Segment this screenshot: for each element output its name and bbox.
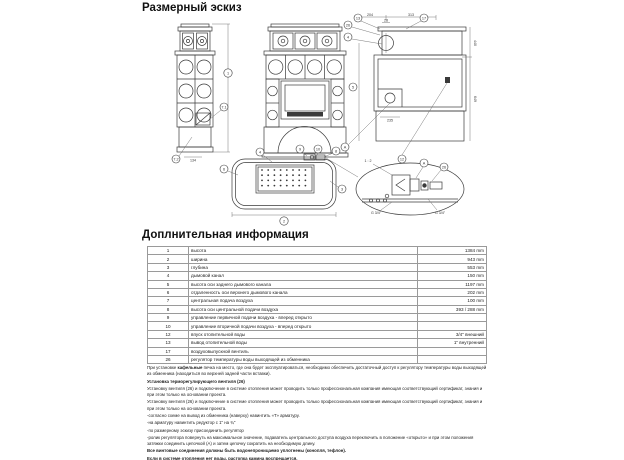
callout-7-1: 7.1 <box>221 105 227 110</box>
note-valve-heading: Установка терморегулирующего вентиля (26) <box>147 378 245 384</box>
cell-name: глубина <box>189 263 418 271</box>
table-row <box>148 339 487 347</box>
side-view <box>172 24 232 163</box>
cell-name: отдаленность оси верхнего дымового канала <box>189 288 418 296</box>
callout-5: 5 <box>351 85 355 90</box>
cell-value <box>418 314 487 322</box>
note-step-3: -по размерному эскизу присоединить регулятор <box>147 427 244 433</box>
note-regulator-access <box>147 365 489 377</box>
cell-name: высота оси заднего дымового канала <box>189 280 418 288</box>
table-row <box>148 272 487 280</box>
cell-num: 8 <box>148 305 189 313</box>
cell-num: 12 <box>148 330 189 338</box>
dimensional-drawing <box>140 13 490 229</box>
note-warning-water: Если в системе отопления нет воды, растопка камина воспрещается. <box>147 455 298 460</box>
note-install-2: Установку вентиля (26) и подключение в системе отопления может проводить только профессиональная компания имеющая соответствующий сертификат, знания и при этом только на основании проекта. <box>147 399 483 411</box>
section-view <box>341 13 477 155</box>
section-title: Доплнительная информация <box>142 229 309 241</box>
cell-name: высота оси центральной подачи воздуха <box>189 305 418 313</box>
cell-name: вывод отопительной воды <box>189 339 418 347</box>
dim-649: 649 <box>473 96 477 102</box>
cell-num: 2 <box>148 255 189 263</box>
cell-value <box>418 322 487 330</box>
cell-value <box>418 355 487 363</box>
dim-440: 440 <box>473 40 477 46</box>
callout-26-section: 26 <box>345 23 351 28</box>
cell-value: 3/4" внешний <box>418 330 487 338</box>
table-row <box>148 330 487 338</box>
callout-a-section: A <box>343 145 347 150</box>
cell-value: 1384 mm <box>418 247 487 255</box>
note-warning-seal: Все винтовые соединения должны быть водонепроницаемо уплотнены (конопля, тефлон). <box>147 448 347 454</box>
cell-value: 943 mm <box>418 255 487 263</box>
dim-235: 235 <box>387 118 393 123</box>
dim-134: 134 <box>190 158 196 163</box>
cell-name: впуск отопительной воды <box>189 330 418 338</box>
cell-num: 6 <box>148 288 189 296</box>
note-step-2: -на арматуру навинтить редуктор с 1" на ¾" <box>147 420 236 426</box>
note-text: При установке <box>147 365 178 370</box>
callout-12: 12 <box>399 157 405 162</box>
cell-num: 9 <box>148 314 189 322</box>
callout-6: 6 <box>222 167 226 172</box>
page-title: Размерный эскиз <box>142 2 242 14</box>
table-row <box>148 305 487 313</box>
cell-value: 202 mm <box>418 288 487 296</box>
note-text: печка на место, где она будет эксплуатироваться, необходимо обеспечить достаточный доступ к регулятору температуры воды выходящей из обменника (находиться во верхней задней части вставки). <box>147 365 487 377</box>
callout-4-section: 4 <box>346 35 350 40</box>
table-row <box>148 322 487 330</box>
table-row <box>148 297 487 305</box>
callout-2: 2 <box>282 219 286 224</box>
note-step-4: -ролик регулятора повернуть на максимальное значение, подаватель центрального доступа воздуха переключить в положение «открыто» и при этом положения затяжки соединить цепочкой (А) и затем цепочку сократить на необходимую длину. <box>147 434 474 447</box>
callout-8: 8 <box>334 149 338 154</box>
cell-num: 13 <box>148 339 189 347</box>
callout-1: 1 <box>226 71 230 76</box>
cell-num: 4 <box>148 272 189 280</box>
callout-10: 10 <box>315 147 321 152</box>
callout-7-2: 7.2 <box>173 157 179 162</box>
thread-label-left: G 3/4" <box>370 211 382 215</box>
table-row <box>148 288 487 296</box>
grate-dots <box>261 169 306 186</box>
callout-26-detail: 26 <box>441 165 447 170</box>
cell-num: 5 <box>148 280 189 288</box>
cell-name: дымовой канал <box>189 272 418 280</box>
cell-value: 1197 mm <box>418 280 487 288</box>
cell-value: 150 mm <box>418 272 487 280</box>
installation-notes <box>147 365 489 460</box>
dim-28: 28 <box>384 18 388 23</box>
cell-name: высота <box>189 247 418 255</box>
detail-scale-label: 1 : 2 <box>364 159 372 163</box>
cell-num: 26 <box>148 355 189 363</box>
cell-name: воздуховыпускной вентиль <box>189 347 418 355</box>
table-row <box>148 255 487 263</box>
callout-17: 17 <box>421 16 427 21</box>
cell-num: 17 <box>148 347 189 355</box>
table-row <box>148 247 487 255</box>
cell-value <box>418 347 487 355</box>
callout-9: 9 <box>298 147 302 152</box>
table-row <box>148 263 487 271</box>
note-install-1: Установку вентиля (26) и подключение в системе отопления может проводить только профессиональная компания имеющая соответствующий сертификат, знания и при этом только на основании проекта. <box>147 385 483 397</box>
dim-313: 313 <box>408 13 414 17</box>
cell-name: регулятор температуры воды выходящей из обменника <box>189 355 418 363</box>
cell-name: управление первичной подачи воздуха - вперед открыто <box>189 314 418 322</box>
cell-num: 1 <box>148 247 189 255</box>
callout-3: 3 <box>340 187 344 192</box>
table-row <box>148 347 487 355</box>
note-text-bold: кафельные <box>177 365 203 370</box>
dim-204: 204 <box>367 13 373 17</box>
detail-view <box>356 155 464 215</box>
cell-num: 10 <box>148 322 189 330</box>
cell-num: 3 <box>148 263 189 271</box>
cell-name: управление вторичной подачи воздуха - вперед открыто <box>189 322 418 330</box>
cell-name: центральная подача воздуха <box>189 297 418 305</box>
cell-value: 1" внутренний <box>418 339 487 347</box>
cell-num: 7 <box>148 297 189 305</box>
callout-13: 13 <box>355 16 361 21</box>
cell-value: 393 / 288 mm <box>418 305 487 313</box>
info-table-body <box>148 247 487 364</box>
cell-name: ширина <box>189 255 418 263</box>
table-row <box>148 280 487 288</box>
note-step-1: -согласно схеме на вывод из обменника (наверху) навинтить «Т» арматуру. <box>147 412 300 418</box>
table-row <box>148 355 487 363</box>
table-row <box>148 314 487 322</box>
cell-value: 553 mm <box>418 263 487 271</box>
cell-value: 100 mm <box>418 297 487 305</box>
callout-4-plan: 4 <box>258 150 262 155</box>
info-table <box>147 246 487 364</box>
callout-a-detail: A <box>422 161 426 166</box>
thread-label-right: G 3/4" <box>434 211 446 215</box>
